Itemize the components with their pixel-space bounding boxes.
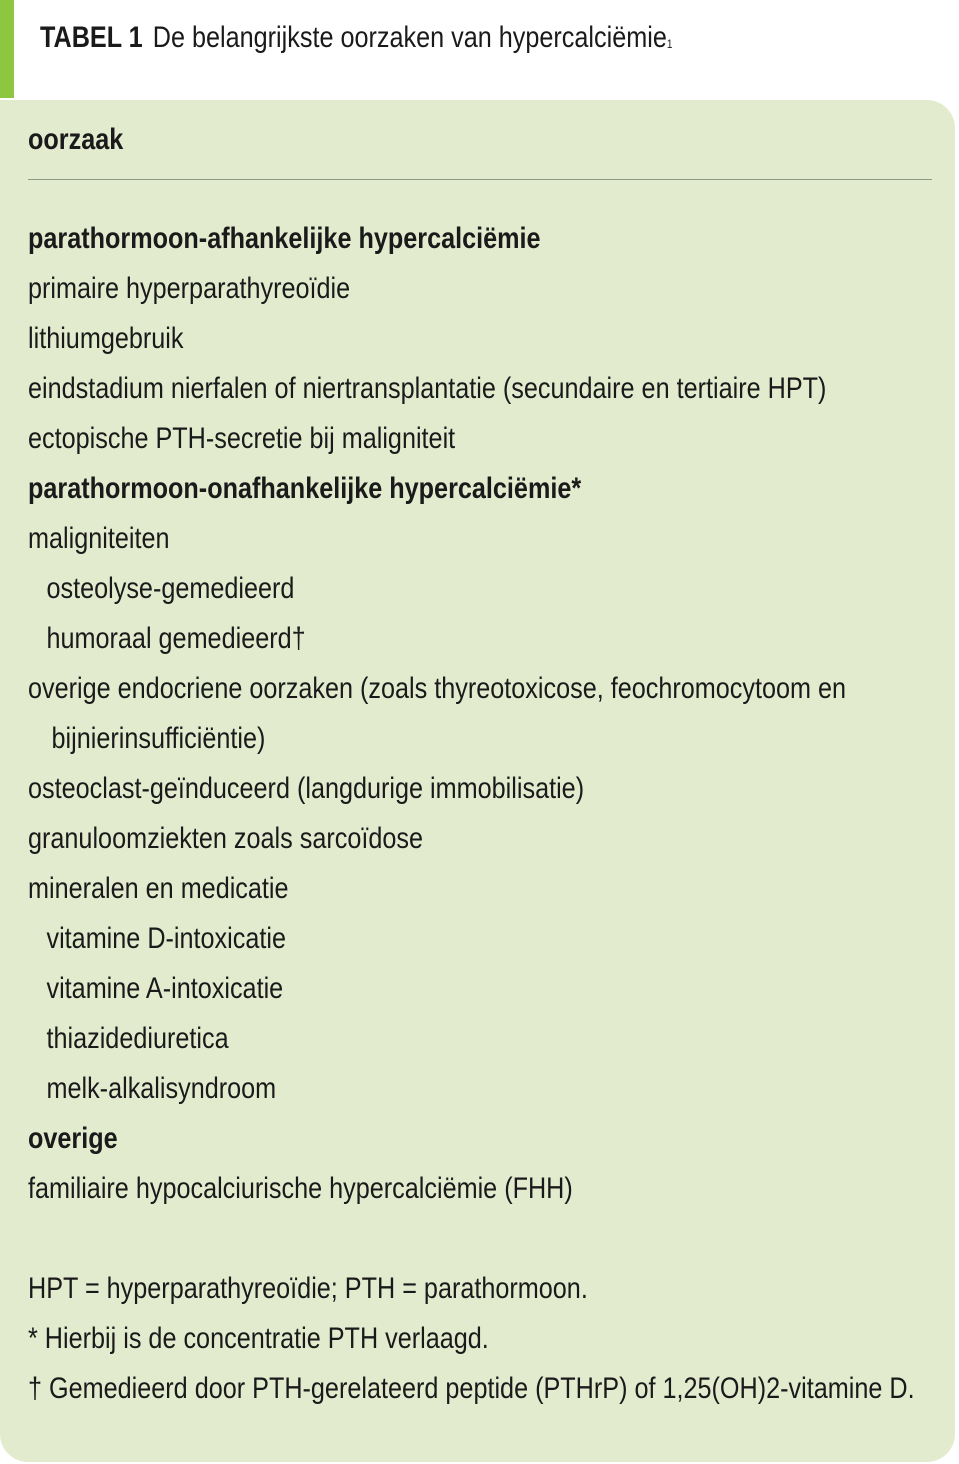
table-row: lithiumgebruik: [28, 322, 184, 355]
reference-superscript: 1: [666, 37, 673, 51]
table-title-text: De belangrijkste oorzaken van hypercalciëmie: [152, 21, 667, 54]
table-row: vitamine A-intoxicatie: [46, 972, 284, 1005]
table-row: mineralen en medicatie: [28, 872, 289, 905]
column-header: oorzaak: [28, 123, 124, 156]
footnote-abbreviations: HPT = hyperparathyreoïdie; PTH = parathormoon.: [28, 1272, 588, 1305]
table-body: [28, 219, 927, 1219]
table-row: familiaire hypocalciurische hypercalciëmie (FHH): [28, 1172, 573, 1205]
table-section-heading: overige: [28, 1122, 118, 1155]
table-row: osteolyse-gemedieerd: [46, 572, 295, 605]
footnote-dagger: † Gemedieerd door PTH-gerelateerd peptide (PTHrP) of 1,25(OH)2-vitamine D.: [28, 1372, 915, 1405]
footnote-asterisk: * Hierbij is de concentratie PTH verlaagd.: [28, 1322, 489, 1355]
footnotes: [28, 1269, 927, 1419]
table-row: primaire hyperparathyreoïdie: [28, 272, 351, 305]
table-row: vitamine D-intoxicatie: [46, 922, 286, 955]
table-row: eindstadium nierfalen of niertransplantatie (secundaire en tertiaire HPT): [28, 372, 827, 405]
accent-bar: [0, 0, 14, 98]
table-section-heading: parathormoon-afhankelijke hypercalciëmie: [28, 222, 541, 255]
table-row: maligniteiten: [28, 522, 170, 555]
table-row: melk-alkalisyndroom: [46, 1072, 277, 1105]
table-row: osteoclast-geïnduceerd (langdurige immobilisatie): [28, 772, 585, 805]
table-label: TABEL 1: [40, 21, 143, 54]
table-row: bijnierinsufficiëntie): [51, 722, 266, 755]
table-row: granuloomziekten zoals sarcoïdose: [28, 822, 424, 855]
table-row: thiazidediuretica: [46, 1022, 229, 1055]
table-title: [40, 18, 672, 58]
table-row: overige endocriene oorzaken (zoals thyreotoxicose, feochromocytoom en: [28, 672, 847, 705]
table-row: ectopische PTH-secretie bij maligniteit: [28, 422, 456, 455]
header-divider: [28, 179, 932, 180]
table-row: humoraal gemedieerd†: [46, 622, 306, 655]
table-section-heading: parathormoon-onafhankelijke hypercalciëmie*: [28, 472, 582, 505]
